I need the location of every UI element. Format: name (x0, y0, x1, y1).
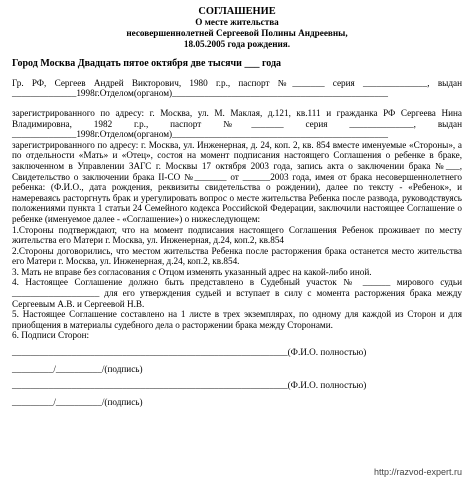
source-link[interactable]: http://razvod-expert.ru (373, 467, 462, 478)
party-father: Гр. РФ, Сергеев Андрей Викторович, 1980 г.р., паспорт №_______ серия ______________, выдан ______________1998г.Отделом(органом)_______________________________________________ (12, 77, 462, 99)
signature-line-1: ____________________________________________________________(Ф.И.О. полностью) (12, 347, 367, 358)
clause-5: 5. Настоящее Соглашение составлено на 1 листе в трех экземплярах, по одному для каждой из Сторон и для приобщения в материалы судебного дела о расторжении брака между Сторонами. (12, 309, 462, 330)
signature-line-3: ____________________________________________________________(Ф.И.О. полностью) (12, 380, 367, 391)
clause-4: 4. Настоящее Соглашение должно быть представлено в Судебный участок № ______ мирового судьи ___________________ для его утверждения судьей и вступает в силу с момента расторжения брака между Сергеевым А.В. и Сергеевой Н.В. (12, 277, 462, 309)
document-date: 18.05.2005 года рождения. (183, 38, 291, 49)
signature-line-4: _________/__________/(подпись) (12, 396, 143, 407)
document-title: СОГЛАШЕНИЕ (198, 6, 276, 17)
signature-line-2: _________/__________/(подпись) (12, 363, 143, 374)
clause-2: 2.Стороны договорились, что местом жительства Ребенка после расторжения брака останется место жительства его Матери г. Москва, ул. Инженерная, д.24, коп.2, кв.854. (12, 245, 462, 267)
parties-preamble: зарегистрированного по адресу: г. Москва, ул. Инженерная, д. 24, коп. 2, кв. 854 вместе именуемые «Стороны», а по отдельности «Мать» и «Отец», состоя на момент подписания настоящего Соглашения о ребенке в браке, заключенном в Управлении ЗАГС г. Москвы 17 октября 2003 года, запись акта о заключении брака №___, Свидетельство о заключении брака II-СО №_______ от ______2003 года, имея от брака несовершеннолетнего ребенка: (Ф.И.О., дата рождения, реквизиты свидетельства о рождении), далее по тексту - «Ребенок», и намереваясь расторгнуть брак и урегулировать вопрос о месте жительства Ребенка после развода, руководствуясь положениями пункта 1 статьи 24 Семейного кодекса Российской Федерации, заключили настоящее Соглашение о ребенке (именуемое далее - «Соглашение») о нижеследующем: (12, 139, 462, 224)
party-mother: зарегистрированного по адресу: г. Москва, ул. М. Маклая, д.121, кв.111 и гражданка РФ Сергеева Нина Владимировна, 1982 г.р., паспорт №_______ серия ______________, выдан ______________1998г.Отделом(органом)_______________________________________________ (12, 107, 462, 140)
document-subtitle: О месте жительства (195, 17, 279, 28)
clause-6: 6. Подписи Сторон: (12, 330, 90, 341)
clause-1: 1.Стороны подтверждают, что на момент подписания настоящего Соглашения Ребенок проживает по месту жительства его Матери г. Москва, ул. Инженерная, д.24, коп.2, кв.854 (12, 224, 462, 246)
document-subject: несовершеннолетней Сергеевой Полины Андреевны, (126, 28, 348, 38)
clause-3: 3. Мать не вправе без согласования с Отцом изменять указанный адрес на какой-либо иной. (12, 266, 372, 277)
city-date-line: Город Москва Двадцать пятое октября две тысячи ___ года (12, 58, 282, 70)
